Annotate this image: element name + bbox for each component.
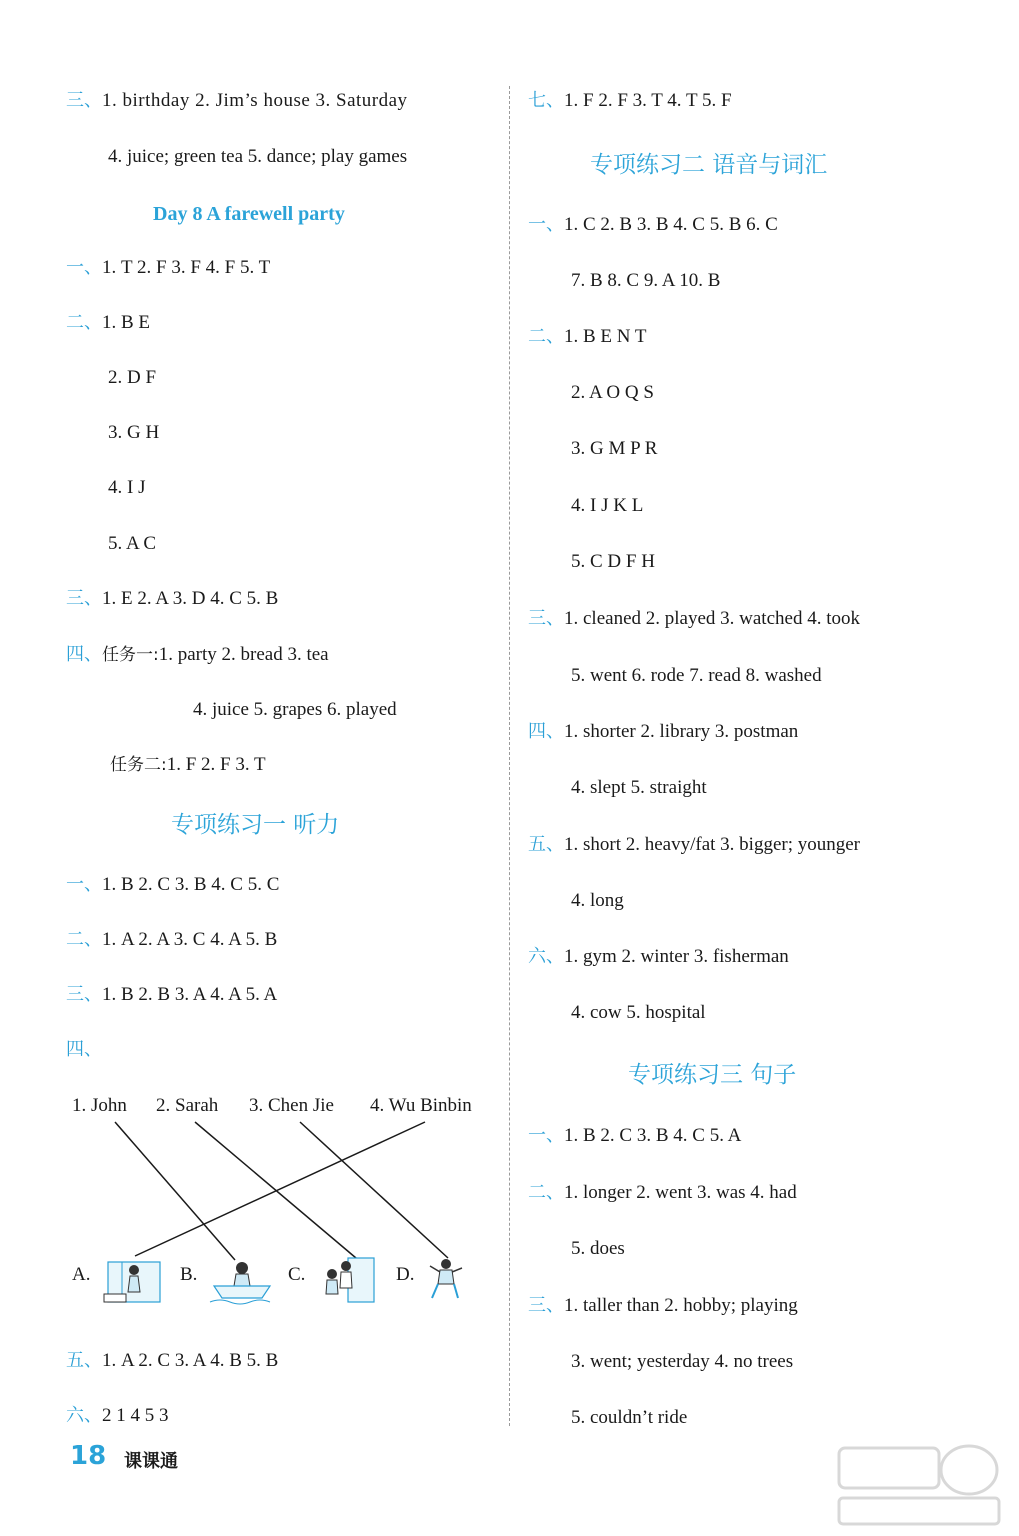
answer-line	[528, 213, 778, 237]
answer-line	[110, 753, 266, 777]
answer-line	[66, 311, 150, 335]
answer-text: 1. B 2. C 3. B 4. C 5. A	[564, 1125, 742, 1146]
section-number: 三、	[528, 1295, 564, 1316]
answer-text: 4. juice; green tea 5. dance; play games	[108, 146, 408, 167]
answer-text: 4. cow 5. hospital	[571, 1002, 706, 1023]
answer-line	[528, 945, 789, 969]
answer-text: 1. A 2. A 3. C 4. A 5. B	[102, 929, 278, 950]
match-line-john	[115, 1122, 235, 1260]
answer-text: 7. B 8. C 9. A 10. B	[571, 270, 721, 291]
section-number: 一、	[528, 214, 564, 235]
section-heading: 专项练习一 听力	[171, 812, 340, 838]
answer-text: 5. C D F H	[571, 551, 655, 572]
match-name-wu-binbin: 4. Wu Binbin	[370, 1095, 472, 1116]
answer-line	[528, 325, 647, 349]
answer-line	[66, 643, 329, 667]
match-name-john: 1. John	[72, 1095, 127, 1116]
section-number: 四、	[66, 1039, 102, 1060]
answer-line	[528, 720, 798, 744]
answer-text: 2 1 4 5 3	[102, 1405, 169, 1426]
answer-text: 2. D F	[108, 367, 157, 388]
section-number: 二、	[528, 1182, 564, 1203]
section-number: 五、	[66, 1350, 102, 1371]
answer-line	[528, 833, 860, 857]
book-title: 课课通	[124, 1451, 178, 1472]
answer-text: 1. B E	[102, 312, 151, 333]
answer-text: 5. does	[571, 1238, 625, 1259]
answer-line	[528, 1294, 798, 1318]
section-heading: Day 8 A farewell party	[153, 203, 345, 225]
answer-text: 4. juice 5. grapes 6. played	[193, 699, 397, 720]
answer-line	[66, 1404, 169, 1428]
section-heading: 专项练习三 句子	[628, 1062, 797, 1088]
task-label: 任务二:	[110, 755, 167, 775]
answer-line	[528, 1124, 741, 1148]
section-number: 五、	[528, 834, 564, 855]
section-heading: 专项练习二 语音与词汇	[590, 152, 828, 178]
section-number: 三、	[66, 90, 102, 111]
section-number: 六、	[66, 1405, 102, 1426]
answer-text: 4. I J	[108, 477, 146, 498]
column-divider	[509, 86, 510, 1426]
answer-text: 1. T 2. F 3. F 4. F 5. T	[102, 257, 271, 278]
picture-label-c: C.	[288, 1264, 306, 1285]
answer-text: 1. short 2. heavy/fat 3. bigger; younger	[564, 834, 861, 855]
section-number: 一、	[66, 257, 102, 278]
answer-text: 1. F 2. F 3. T 4. T 5. F	[564, 90, 732, 111]
picture-b-boat-icon	[210, 1262, 270, 1304]
section-number: 二、	[66, 929, 102, 950]
section-number: 四、	[528, 721, 564, 742]
answer-text: 1. longer 2. went 3. was 4. had	[564, 1182, 797, 1203]
answer-text: 1. gym 2. winter 3. fisherman	[564, 946, 789, 967]
answer-line	[66, 1349, 278, 1373]
page-number: 18	[70, 1441, 107, 1471]
section-number: 三、	[66, 984, 102, 1005]
picture-label-d: D.	[396, 1264, 415, 1285]
answer-text: 4. I J K L	[571, 495, 644, 516]
answer-text: 5. went 6. rode 7. read 8. washed	[571, 665, 822, 686]
section-number: 七、	[528, 90, 564, 111]
picture-a-reading-icon	[104, 1262, 160, 1302]
section-number: 一、	[528, 1125, 564, 1146]
answer-line	[66, 983, 277, 1007]
answer-text: 1. F 2. F 3. T	[166, 754, 266, 775]
match-line-wu-binbin	[135, 1122, 425, 1256]
section-number: 三、	[528, 608, 564, 629]
answer-line	[66, 587, 278, 611]
answer-line	[66, 256, 270, 280]
match-line-chen-jie	[300, 1122, 448, 1258]
match-line-sarah	[195, 1122, 356, 1258]
section-number: 三、	[66, 588, 102, 609]
answer-text: 1. B 2. B 3. A 4. A 5. A	[102, 984, 278, 1005]
section-number: 一、	[66, 874, 102, 895]
answer-line	[66, 1038, 102, 1062]
matching-diagram	[60, 1090, 500, 1320]
answer-text: 5. couldn’t ride	[571, 1407, 688, 1428]
answer-line	[66, 928, 277, 952]
answer-text: 1. E 2. A 3. D 4. C 5. B	[102, 588, 279, 609]
answer-line	[528, 607, 860, 631]
section-number: 四、	[66, 644, 102, 665]
answer-text: 1. birthday 2. Jim’s house 3. Saturday	[102, 90, 408, 111]
section-number: 六、	[528, 946, 564, 967]
answer-line	[528, 89, 732, 113]
answer-line	[528, 1181, 797, 1205]
answer-text: 4. slept 5. straight	[571, 777, 707, 798]
answer-line	[66, 89, 408, 113]
picture-label-b: B.	[180, 1264, 198, 1285]
watermark-logo	[819, 1440, 1009, 1530]
answer-text: 1. party 2. bread 3. tea	[158, 644, 329, 665]
answer-text: 1. taller than 2. hobby; playing	[564, 1295, 798, 1316]
answer-text: 2. A O Q S	[571, 382, 654, 403]
answer-text: 3. went; yesterday 4. no trees	[571, 1351, 794, 1372]
section-number: 二、	[528, 326, 564, 347]
answer-line	[66, 873, 279, 897]
answer-text: 1. C 2. B 3. B 4. C 5. B 6. C	[564, 214, 778, 235]
answer-text: 1. B 2. C 3. B 4. C 5. C	[102, 874, 280, 895]
answer-text: 3. G M P R	[571, 438, 658, 459]
picture-label-a: A.	[72, 1264, 91, 1285]
match-name-chen-jie: 3. Chen Jie	[249, 1095, 334, 1116]
answer-text: 1. B E N T	[564, 326, 647, 347]
picture-c-people-icon	[326, 1258, 374, 1302]
task-label: 任务一:	[102, 645, 159, 665]
answer-text: 3. G H	[108, 422, 160, 443]
match-name-sarah: 2. Sarah	[156, 1095, 219, 1116]
answer-text: 1. A 2. C 3. A 4. B 5. B	[102, 1350, 279, 1371]
answer-text: 1. cleaned 2. played 3. watched 4. took	[564, 608, 860, 629]
picture-d-dancing-icon	[430, 1259, 462, 1298]
section-number: 二、	[66, 312, 102, 333]
answer-text: 5. A C	[108, 533, 157, 554]
answer-text: 4. long	[571, 890, 624, 911]
answer-text: 1. shorter 2. library 3. postman	[564, 721, 799, 742]
